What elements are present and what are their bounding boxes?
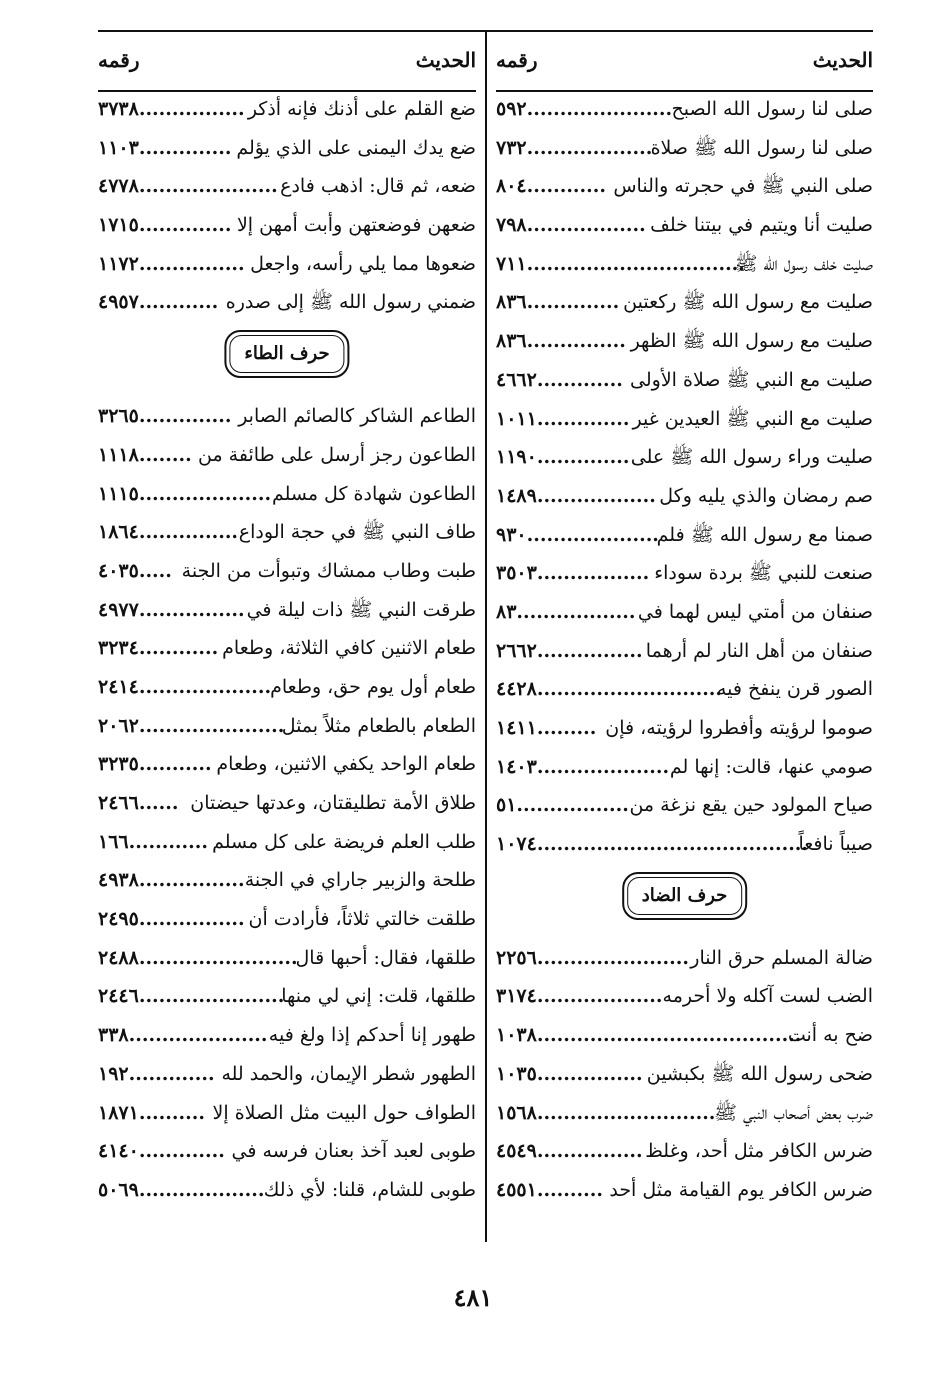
- hadith-text: طعام الواحد يكفي الاثنين، وطعام: [216, 753, 476, 776]
- index-entry: [98, 1094, 476, 1133]
- hadith-number: ١١٧٢................: [98, 252, 245, 275]
- hadith-text: صليت أنا ويتيم في بيتنا خلف: [650, 214, 873, 237]
- hadith-number: ٧٩٨..................: [496, 214, 646, 237]
- page-number: ٤٨١: [453, 1283, 493, 1312]
- hadith-number: ٤٧٧٨.....................: [98, 175, 278, 198]
- index-entry: [98, 475, 476, 514]
- index-entry: [496, 477, 873, 516]
- column-divider: [485, 30, 487, 1242]
- hadith-number: ٧٣٢...................: [496, 136, 653, 159]
- hadith-number: ٢٤٨٨........................: [98, 946, 298, 969]
- index-entry: [496, 361, 873, 400]
- index-entry: [496, 825, 873, 864]
- hadith-text: طلحة والزبير جاراي في الجنة: [244, 869, 476, 892]
- hadith-text: طوبى للشام، قلنا: لأي ذلك: [263, 1178, 476, 1201]
- right-column: [496, 30, 873, 1210]
- index-entry: [496, 1055, 873, 1094]
- hadith-text: الطهور شطر الإيمان، والحمد لله: [221, 1062, 476, 1085]
- index-entry: [496, 400, 873, 439]
- hadith-number: ١١١٨........: [98, 443, 192, 466]
- hadith-text: طوبى لعبد آخذ بعنان فرسه في: [231, 1140, 476, 1163]
- index-entry: [98, 939, 476, 978]
- hadith-text: صليت خلف رسول الله ﷺ: [734, 252, 873, 275]
- hadith-text: الطاعون رجز أرسل على طائفة من: [197, 443, 476, 466]
- hadith-text: صليت مع رسول الله ﷺ ركعتين: [623, 291, 873, 314]
- hadith-number: ١٨٧١..........: [98, 1101, 205, 1124]
- index-entry: [98, 397, 476, 436]
- hadith-number: ١٩٢.............: [98, 1062, 215, 1085]
- hadith-number: ٥١.................: [496, 794, 629, 817]
- hadith-number: ٤٥٤٩................: [496, 1140, 643, 1163]
- index-entry: [496, 670, 873, 709]
- section-heading: حرف الضاد: [627, 877, 743, 915]
- hadith-text: طهور إنا أحدكم إذا ولغ فيه: [268, 1024, 476, 1047]
- hadith-text: طلقها، فقال: أحبها قال: [295, 946, 476, 969]
- hadith-text: طلاق الأمة تطليقتان، وعدتها حيضتان: [190, 792, 476, 814]
- hadith-number: ٨٣..................: [496, 600, 636, 623]
- hadith-text: صلى النبي ﷺ في حجرته والناس: [613, 175, 873, 198]
- index-entry: [496, 593, 873, 632]
- index-entry: [496, 632, 873, 671]
- index-entry: [496, 977, 873, 1016]
- hadith-number: ٤٩٥٧............: [98, 291, 219, 314]
- hadith-text: الطعام بالطعام مثلاً بمثل: [281, 714, 476, 737]
- hadith-text: ضالة المسلم حرق النار: [690, 946, 873, 969]
- hadith-number: ٢٤٤٦......................: [98, 985, 285, 1008]
- hadith-text: ضحى رسول الله ﷺ بكبشين: [646, 1062, 873, 1085]
- hadith-text: صليت وراء رسول الله ﷺ على: [630, 446, 873, 469]
- hadith-number: ٣٢٣٤............: [98, 637, 219, 660]
- left-column: [98, 30, 476, 1210]
- index-entry: [496, 438, 873, 477]
- index-entry: [98, 629, 476, 668]
- hadith-text: صليت مع النبي ﷺ صلاة الأولى: [630, 368, 873, 391]
- index-entry: [98, 245, 476, 284]
- index-entry: [98, 1055, 476, 1094]
- hadith-text: الصور قرن ينفخ فيه: [716, 678, 873, 701]
- hadith-number: ٣٥٠٣.................: [496, 562, 650, 585]
- hadith-number: ٨٠٤............: [496, 175, 607, 198]
- hadith-text: صمنا مع رسول الله ﷺ فلم: [656, 523, 873, 546]
- hadith-text: ضرب بعض أصحاب النبي ﷺ: [714, 1101, 873, 1124]
- hadith-text: ضع يدك اليمنى على الذي يؤلم: [236, 136, 476, 159]
- index-entry: [496, 90, 873, 129]
- hadith-number: ٨٣٦..............: [496, 291, 620, 314]
- hadith-number: ١٤٠٣....................: [496, 755, 670, 778]
- hadith-text: صليت مع النبي ﷺ العيدين غير: [632, 407, 873, 430]
- index-entry: [496, 245, 873, 284]
- index-entry: [98, 90, 476, 129]
- hadith-text: ضع القلم على أذنك فإنه أذكر: [247, 98, 476, 120]
- entries-list: [496, 90, 873, 864]
- hadith-text: ضرس الكافر يوم القيامة مثل أحد: [609, 1178, 873, 1201]
- hadith-text: صلى لنا رسول الله ﷺ صلاة: [650, 136, 873, 159]
- hadith-text: صنفان من أمتي ليس لهما في: [637, 600, 873, 623]
- hadith-text: ضعوها مما يلي رأسه، واجعل: [250, 252, 476, 275]
- hadith-number: ٤٤٢٨............................: [496, 678, 723, 701]
- index-entry: [496, 1094, 873, 1133]
- hadith-number: ١١١٥....................: [98, 482, 272, 505]
- hadith-text: صيباً نافعاً: [798, 833, 873, 856]
- hadith-text: طلقت خالتي ثلاثاً، فأرادت أن: [248, 908, 476, 931]
- hadith-number: ١٠١١..............: [496, 407, 630, 430]
- hadith-text: طلب العلم فريضة على كل مسلم: [212, 830, 476, 853]
- hadith-text: صومي عنها، قالت: إنها لم: [669, 755, 873, 778]
- index-entry: [98, 1171, 476, 1210]
- hadith-number: ٢٤٩٥................: [98, 908, 245, 931]
- hadith-number: ٥٠٦٩...................: [98, 1178, 265, 1201]
- hadith-number: ٢٦٦٢................: [496, 639, 643, 662]
- index-entry: [98, 784, 476, 823]
- index-entry: [98, 129, 476, 168]
- hadith-number: ١٨٦٤...............: [98, 521, 239, 544]
- hadith-number: ١٥٦٨...........................: [496, 1101, 716, 1124]
- hadith-number: ٤٩٧٧................: [98, 598, 245, 621]
- hadith-text: الطاعون شهادة كل مسلم: [271, 482, 476, 505]
- hadith-number: ١٤٨٩..................: [496, 484, 656, 507]
- hadith-text: صوموا لرؤيته وأفطروا لرؤيته، فإن: [605, 717, 873, 739]
- index-entry: [496, 283, 873, 322]
- index-entry: [98, 1132, 476, 1171]
- hadith-number: ٥٩٢......................: [496, 98, 673, 120]
- index-entry: [496, 748, 873, 787]
- index-entry: [98, 513, 476, 552]
- hadith-number: ٤٠٣٥.....: [98, 559, 172, 582]
- hadith-text: طرقت النبي ﷺ ذات ليلة في: [246, 598, 476, 621]
- hadith-number: ٢٢٥٦.......................: [496, 946, 689, 969]
- hadith-header: الحديث: [415, 48, 476, 72]
- entries-list: [98, 397, 476, 1209]
- hadith-number: ١٦٦............: [98, 830, 209, 853]
- hadith-number: ٢٠٦٢......................: [98, 714, 285, 737]
- hadith-number: ٤٥٥١..........: [496, 1178, 603, 1201]
- section-heading-box: [98, 322, 476, 397]
- index-entry: [98, 823, 476, 862]
- hadith-number: ٤٦٦٢.............: [496, 368, 623, 391]
- hadith-number: ٩٣٠....................: [496, 523, 659, 546]
- hadith-text: طاف النبي ﷺ في حجة الوداع: [238, 521, 476, 544]
- hadith-text: الطواف حول البيت مثل الصلاة إلا: [212, 1101, 476, 1124]
- hadith-header: الحديث: [812, 48, 873, 72]
- hadith-number: ٣٢٣٥...........: [98, 753, 212, 776]
- hadith-text: ضرس الكافر مثل أحد، وغلظ: [645, 1140, 873, 1163]
- hadith-number: ٤١٤٠.............: [98, 1140, 225, 1163]
- index-entry: [98, 861, 476, 900]
- column-header: [496, 30, 873, 90]
- index-entry: [98, 707, 476, 746]
- hadith-text: صنفان من أهل النار لم أرهما: [645, 639, 873, 662]
- index-entry: [98, 668, 476, 707]
- index-entry: [98, 552, 476, 591]
- hadith-text: الطاعم الشاكر كالصائم الصابر: [238, 405, 476, 428]
- hadith-number: ٣١٧٤...................: [496, 985, 663, 1008]
- hadith-text: ضعه، ثم قال: اذهب فادع: [280, 175, 476, 198]
- section-heading: حرف الطاء: [229, 335, 344, 373]
- index-entry: [98, 745, 476, 784]
- index-entry: [98, 206, 476, 245]
- index-entry: [98, 977, 476, 1016]
- hadith-number: ٣٧٣٨................: [98, 98, 245, 120]
- hadith-number: ١٤١١.........: [496, 717, 597, 739]
- entries-list: [496, 939, 873, 1210]
- index-entry: [98, 167, 476, 206]
- hadith-number: ٣٢٦٥..............: [98, 405, 232, 428]
- section-heading-frame: [622, 872, 748, 920]
- index-entry: [496, 206, 873, 245]
- hadith-number: ٢٤١٤....................: [98, 675, 272, 698]
- entries-list: [98, 90, 476, 322]
- index-entry: [98, 900, 476, 939]
- hadith-text: طعام أول يوم حق، وطعام: [270, 675, 476, 698]
- hadith-text: صنعت للنبي ﷺ بردة سوداء: [654, 562, 873, 585]
- hadith-number: ١٧١٥..............: [98, 214, 232, 237]
- hadith-text: طلقها، قلت: إني لي منها: [281, 985, 476, 1008]
- hadith-text: صلى لنا رسول الله الصبح: [671, 98, 873, 120]
- index-entry: [496, 129, 873, 168]
- index-entry: [496, 322, 873, 361]
- index-entry: [98, 1016, 476, 1055]
- section-heading-frame: [224, 330, 349, 378]
- index-entry: [496, 554, 873, 593]
- hadith-text: ضعهن فوضعتهن وأبت أمهن إلا: [236, 214, 476, 237]
- hadith-text: ضح به أنت: [787, 1024, 873, 1047]
- hadith-text: طعام الاثنين كافي الثلاثة، وطعام: [222, 637, 476, 660]
- number-header: رقمه: [496, 48, 538, 72]
- section-heading-box: [496, 864, 873, 939]
- index-entry: [98, 436, 476, 475]
- hadith-number: ٤٩٣٨................: [98, 869, 245, 892]
- index-entry: [496, 516, 873, 555]
- hadith-text: صياح المولود حين يقع نزغة من: [629, 794, 873, 817]
- hadith-text: الضب لست آكله ولا أحرمه: [662, 985, 873, 1008]
- hadith-number: ٧١١.................................: [496, 252, 745, 275]
- index-entry: [496, 1132, 873, 1171]
- index-entry: [496, 709, 873, 748]
- number-header: رقمه: [98, 48, 140, 72]
- hadith-number: ٢٤٦٦......: [98, 792, 179, 814]
- index-entry: [496, 1016, 873, 1055]
- index-entry: [496, 1171, 873, 1210]
- hadith-number: ١١٩٠..............: [496, 446, 630, 469]
- hadith-number: ٨٣٦...............: [496, 330, 626, 353]
- hadith-text: صم رمضان والذي يليه وكل: [659, 484, 873, 507]
- index-entry: [496, 786, 873, 825]
- hadith-text: ضمني رسول الله ﷺ إلى صدره: [225, 291, 476, 314]
- hadith-number: ١٠٣٥................: [496, 1062, 643, 1085]
- index-entry: [496, 167, 873, 206]
- index-entry: [496, 939, 873, 978]
- hadith-number: ١٠٧٤.........................................: [496, 833, 809, 856]
- hadith-number: ٣٣٨.....................: [98, 1024, 268, 1047]
- hadith-number: ١٠٣٨........................................: [496, 1024, 802, 1047]
- hadith-text: طبت وطاب ممشاك وتبوأت من الجنة: [181, 559, 476, 582]
- hadith-text: صليت مع رسول الله ﷺ الظهر: [630, 330, 873, 353]
- index-entry: [98, 283, 476, 322]
- index-entry: [98, 591, 476, 630]
- hadith-number: ١١٠٣..............: [98, 136, 232, 159]
- column-header: [98, 30, 476, 90]
